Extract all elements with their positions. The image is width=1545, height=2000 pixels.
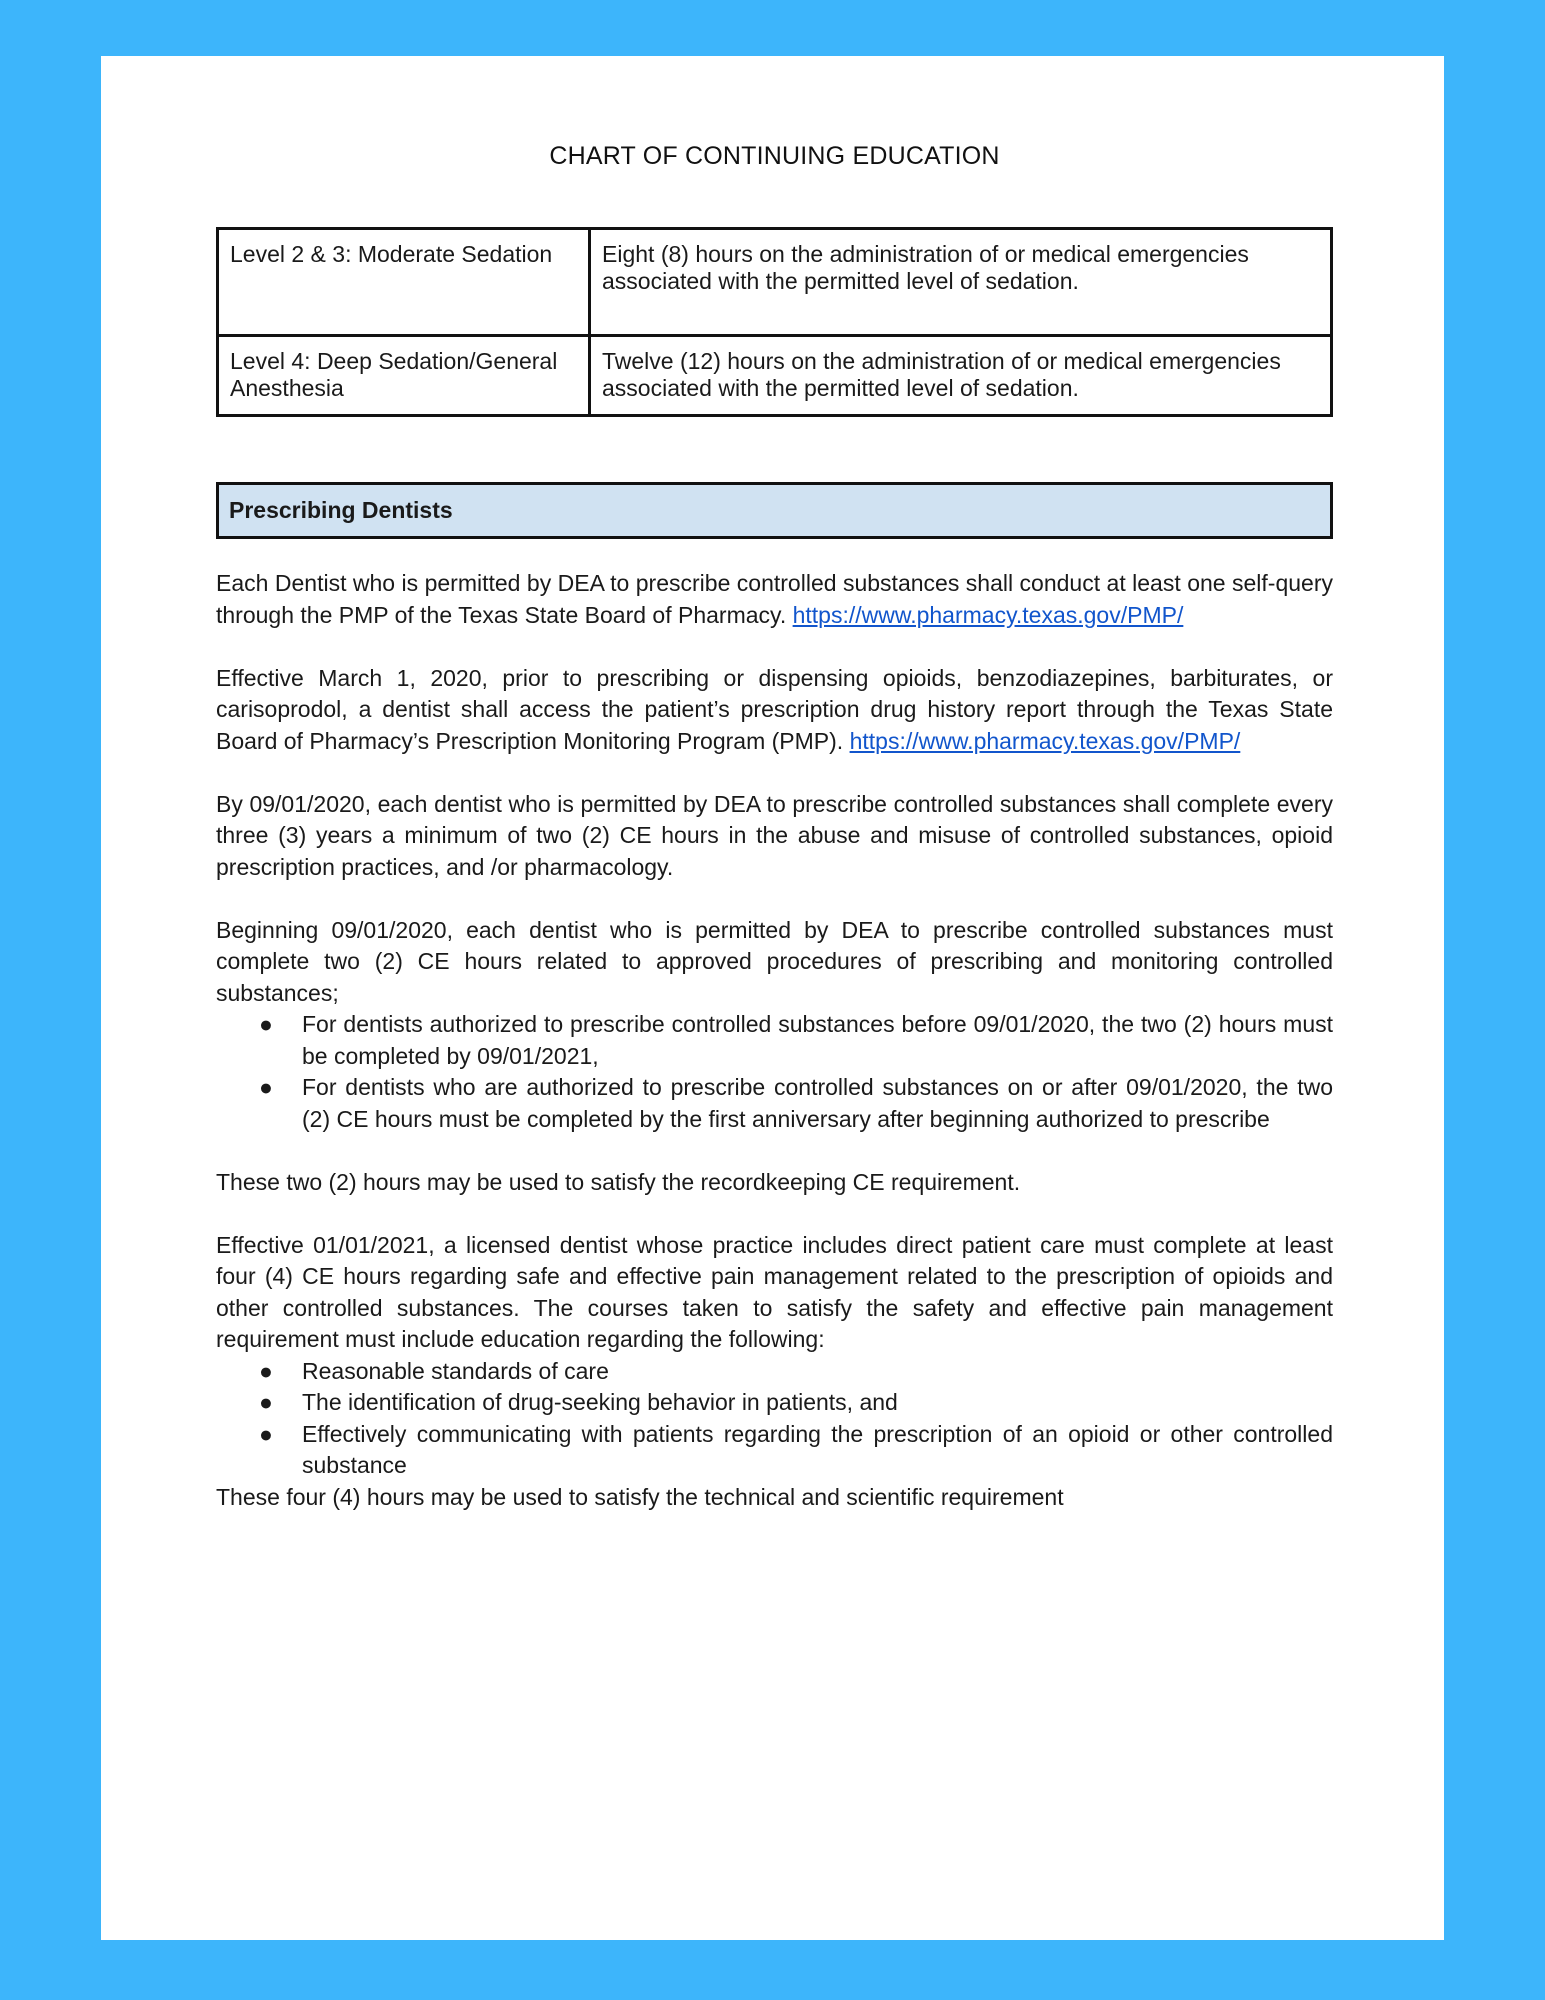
- bullet-icon: ●: [259, 1011, 273, 1037]
- list-item: [216, 1009, 1333, 1072]
- section-heading-prescribing-dentists: Prescribing Dentists: [216, 482, 1333, 539]
- pain-management-bullet-list: [216, 1356, 1333, 1482]
- list-item-text: For dentists who are authorized to prescribe controlled substances on or after 09/01/2020, the two (2) CE hours must be completed by the first anniversary after beginning authorized to prescribe: [302, 1074, 1333, 1132]
- paragraph-text: Each Dentist who is permitted by DEA to prescribe controlled substances shall conduct at least one self-query through the PMP of the Texas State Board of Pharmacy.: [216, 570, 1333, 628]
- list-item-text: Reasonable standards of care: [302, 1357, 609, 1384]
- list-item: [216, 1072, 1333, 1135]
- list-item-text: Effectively communicating with patients regarding the prescription of an opioid or other controlled substance: [302, 1420, 1333, 1478]
- prescribing-bullet-list: [216, 1009, 1333, 1135]
- list-item: [216, 1356, 1333, 1388]
- document-page: [101, 56, 1444, 1940]
- paragraph-ce-hours-abuse: By 09/01/2020, each dentist who is permitted by DEA to prescribe controlled substances shall complete every three (3) years a minimum of two (2) CE hours in the abuse and misuse of controlled substances, opioid prescription practices, and /or pharmacology.: [216, 790, 1333, 880]
- list-item-text: For dentists authorized to prescribe controlled substances before 09/01/2020, the two (2) hours must be completed by 09/01/2021,: [302, 1011, 1333, 1069]
- paragraph-technical-scientific: These four (4) hours may be used to satisfy the technical and scientific requirement: [216, 1483, 1064, 1510]
- paragraph-ce-hours-prescribing: Beginning 09/01/2020, each dentist who is permitted by DEA to prescribe controlled substances must complete two (2) CE hours related to approved procedures of prescribing and monitoring controlled substances;: [216, 916, 1333, 1006]
- pmp-link[interactable]: https://www.pharmacy.texas.gov/PMP/: [849, 727, 1241, 754]
- bullet-icon: ●: [259, 1389, 273, 1415]
- pmp-link[interactable]: https://www.pharmacy.texas.gov/PMP/: [792, 601, 1184, 628]
- table-cell-requirement: Eight (8) hours on the administration of or medical emergencies associated with the permitted level of sedation.: [590, 229, 1332, 336]
- paragraph-pmp-access: [216, 663, 1333, 758]
- paragraph-recordkeeping: These two (2) hours may be used to satisfy the recordkeeping CE requirement.: [216, 1168, 1021, 1195]
- bullet-icon: ●: [259, 1420, 273, 1447]
- table-row: [218, 336, 1332, 416]
- bullet-icon: ●: [259, 1074, 273, 1100]
- table-row: [218, 229, 1332, 336]
- paragraph-pain-management: Effective 01/01/2021, a licensed dentist whose practice includes direct patient care must complete at least four (4) CE hours regarding safe and effective pain management related to the prescription of opioids and other controlled substances. The courses taken to satisfy the safety and effective pain management requirement must include education regarding the following:: [216, 1231, 1333, 1352]
- list-item-text: The identification of drug-seeking behavior in patients, and: [302, 1389, 898, 1415]
- paragraph-self-query: [216, 568, 1333, 631]
- bullet-icon: ●: [259, 1357, 273, 1384]
- sedation-table: [216, 227, 1333, 417]
- page-title: CHART OF CONTINUING EDUCATION: [549, 142, 1000, 170]
- table-cell-level: Level 2 & 3: Moderate Sedation: [218, 229, 590, 336]
- list-item: [216, 1387, 1333, 1419]
- table-cell-level: Level 4: Deep Sedation/General Anesthesia: [218, 336, 590, 416]
- paragraph-text: Effective March 1, 2020, prior to prescribing or dispensing opioids, benzodiazepines, barbiturates, or carisoprodol, a dentist shall access the patient’s prescription drug history report through the Texas State Board of Pharmacy’s Prescription Monitoring Program (PMP).: [216, 664, 1333, 754]
- section-body: [216, 568, 1333, 1513]
- table-cell-requirement: Twelve (12) hours on the administration of or medical emergencies associated with the permitted level of sedation.: [590, 336, 1332, 416]
- list-item: [216, 1419, 1333, 1482]
